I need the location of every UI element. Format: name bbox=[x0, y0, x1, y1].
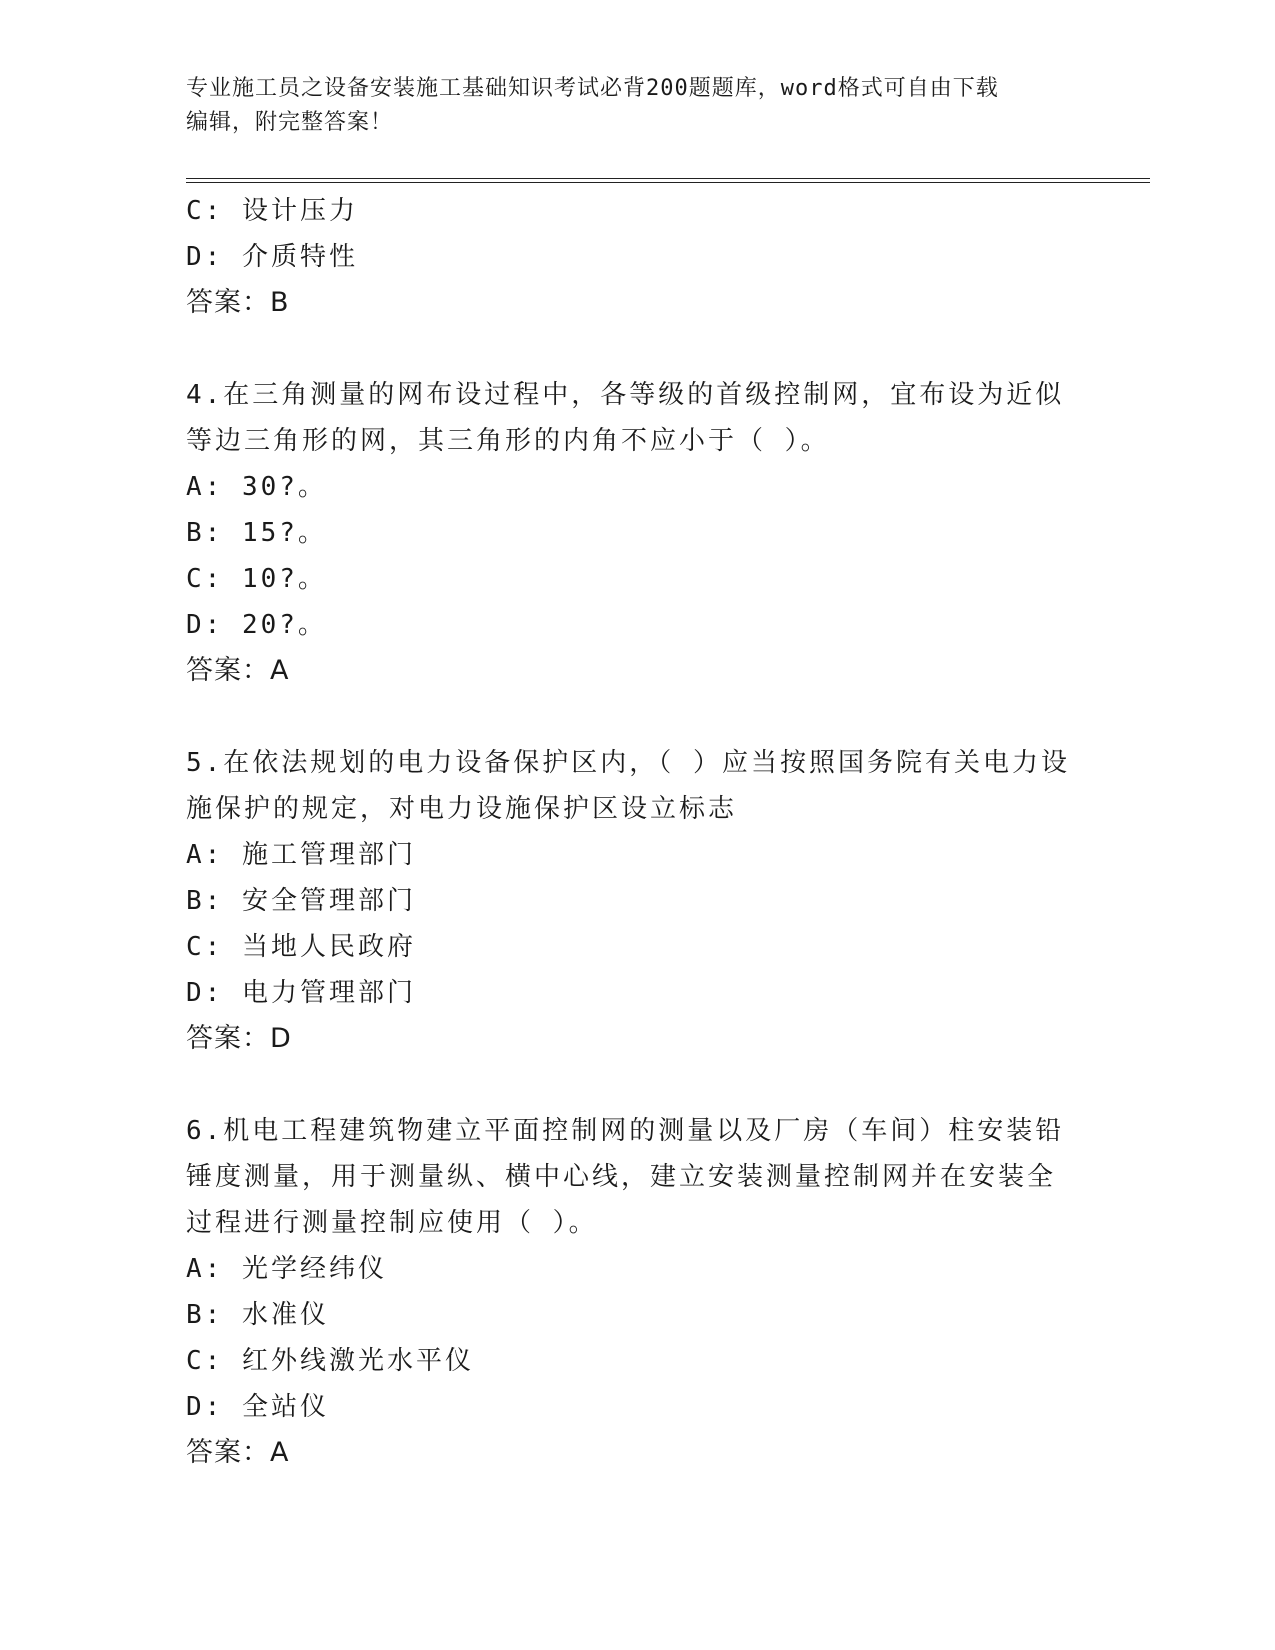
question-6 bbox=[186, 1108, 1086, 1476]
option-c: C: 设计压力 bbox=[186, 196, 358, 226]
question-stem: 过程进行测量控制应使用（ ）。 bbox=[186, 1208, 598, 1238]
answer: 答案：A bbox=[186, 655, 290, 686]
option-b: B: 15?。 bbox=[186, 518, 327, 548]
option-c: C: 红外线激光水平仪 bbox=[186, 1346, 474, 1376]
question-stem: 锤度测量，用于测量纵、横中心线，建立安装测量控制网并在安装全 bbox=[186, 1162, 1057, 1192]
option-a: A: 30?。 bbox=[186, 472, 327, 502]
question-3-tail bbox=[186, 188, 1086, 326]
question-stem: 4.在三角测量的网布设过程中，各等级的首级控制网，宜布设为近似 bbox=[186, 380, 1065, 410]
option-d: D: 介质特性 bbox=[186, 242, 358, 272]
option-a: A: 施工管理部门 bbox=[186, 840, 416, 870]
document-header bbox=[186, 72, 1086, 140]
option-c: C: 当地人民政府 bbox=[186, 932, 416, 962]
option-b: B: 水准仪 bbox=[186, 1300, 329, 1330]
question-stem: 施保护的规定，对电力设施保护区设立标志 bbox=[186, 794, 738, 824]
question-list bbox=[186, 188, 1086, 1476]
header-divider-bottom bbox=[186, 182, 1150, 183]
question-4 bbox=[186, 372, 1086, 694]
option-a: A: 光学经纬仪 bbox=[186, 1254, 387, 1284]
answer: 答案：A bbox=[186, 1437, 290, 1468]
option-d: D: 20?。 bbox=[186, 610, 327, 640]
option-d: D: 全站仪 bbox=[186, 1392, 329, 1422]
question-stem: 等边三角形的网，其三角形的内角不应小于（ ）。 bbox=[186, 426, 830, 456]
option-b: B: 安全管理部门 bbox=[186, 886, 416, 916]
header-line-1: 专业施工员之设备安装施工基础知识考试必背200题题库，word格式可自由下载 bbox=[186, 76, 999, 101]
option-c: C: 10?。 bbox=[186, 564, 327, 594]
question-stem: 6.机电工程建筑物建立平面控制网的测量以及厂房（车间）柱安装铅 bbox=[186, 1116, 1065, 1146]
answer: 答案：D bbox=[186, 1023, 292, 1054]
header-divider-top bbox=[186, 178, 1150, 179]
header-line-2: 编辑，附完整答案！ bbox=[186, 110, 394, 135]
answer: 答案：B bbox=[186, 287, 290, 318]
option-d: D: 电力管理部门 bbox=[186, 978, 416, 1008]
question-stem: 5.在依法规划的电力设备保护区内，（ ）应当按照国务院有关电力设 bbox=[186, 748, 1070, 778]
question-5 bbox=[186, 740, 1086, 1062]
